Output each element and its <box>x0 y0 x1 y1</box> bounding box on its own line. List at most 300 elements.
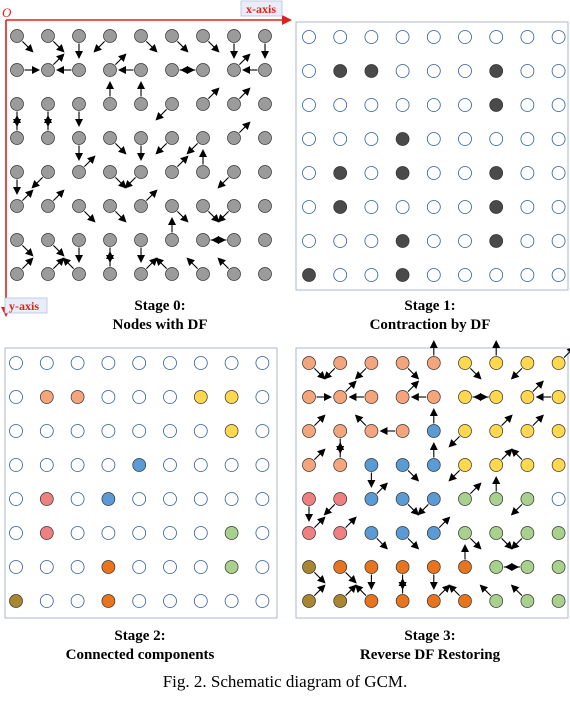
direction-arrow <box>177 41 187 51</box>
graph-node <box>459 235 472 248</box>
graph-node <box>334 527 347 540</box>
graph-node <box>135 200 148 213</box>
graph-node <box>194 595 207 608</box>
graph-node <box>73 268 86 281</box>
direction-arrow <box>219 211 229 221</box>
graph-node <box>490 425 503 438</box>
graph-node <box>256 459 269 472</box>
direction-arrow <box>450 436 460 446</box>
graph-node <box>194 561 207 574</box>
graph-node <box>365 527 378 540</box>
graph-node <box>521 31 534 44</box>
direction-arrow <box>408 368 418 378</box>
direction-arrow <box>219 259 229 269</box>
graph-node <box>552 65 565 78</box>
graph-node <box>166 234 179 247</box>
graph-node <box>194 527 207 540</box>
graph-node <box>365 493 378 506</box>
graph-node <box>427 31 440 44</box>
graph-node <box>365 31 378 44</box>
direction-arrow <box>219 177 229 187</box>
direction-arrow <box>377 484 387 494</box>
direction-arrow <box>314 450 324 460</box>
graph-node <box>521 527 534 540</box>
graph-node <box>303 391 316 404</box>
graph-node <box>164 561 177 574</box>
direction-arrow <box>512 504 522 514</box>
graph-node <box>197 98 210 111</box>
direction-arrow <box>146 259 156 269</box>
graph-node <box>396 527 409 540</box>
graph-node <box>459 459 472 472</box>
graph-node <box>334 201 347 214</box>
graph-node <box>396 235 409 248</box>
direction-arrow <box>53 191 63 201</box>
direction-arrow <box>346 518 356 528</box>
stage1-caption <box>310 297 550 335</box>
graph-node <box>10 391 23 404</box>
direction-arrow <box>564 348 570 358</box>
figure-caption: Fig. 2. Schematic diagram of GCM. <box>162 672 408 691</box>
direction-arrow <box>439 518 449 528</box>
graph-node <box>303 235 316 248</box>
graph-node <box>102 527 115 540</box>
graph-node <box>552 235 565 248</box>
graph-node <box>71 357 84 370</box>
graph-node <box>256 425 269 438</box>
direction-arrow <box>502 450 512 460</box>
graph-node <box>104 166 117 179</box>
graph-node <box>427 561 440 574</box>
graph-node <box>303 459 316 472</box>
graph-node <box>490 357 503 370</box>
graph-node <box>334 425 347 438</box>
graph-node <box>552 561 565 574</box>
graph-node <box>259 30 272 43</box>
graph-node <box>427 493 440 506</box>
graph-node <box>40 595 53 608</box>
graph-node <box>166 98 179 111</box>
graph-node <box>303 31 316 44</box>
graph-node <box>225 493 238 506</box>
graph-node <box>427 391 440 404</box>
stage0-caption <box>40 297 280 335</box>
graph-node <box>365 595 378 608</box>
graph-node <box>459 167 472 180</box>
graph-node <box>303 357 316 370</box>
graph-node <box>396 201 409 214</box>
graph-node <box>42 64 55 77</box>
graph-node <box>225 527 238 540</box>
graph-node <box>490 133 503 146</box>
graph-node <box>427 65 440 78</box>
graph-node <box>334 31 347 44</box>
graph-node <box>71 493 84 506</box>
graph-node <box>334 357 347 370</box>
stage2-caption-title: Stage 2: <box>114 628 166 644</box>
direction-arrow <box>512 368 522 378</box>
graph-node <box>225 459 238 472</box>
stage0-caption-title: Stage 0: <box>134 298 186 314</box>
graph-node <box>164 391 177 404</box>
direction-arrow <box>408 382 418 392</box>
graph-node <box>73 64 86 77</box>
graph-node <box>490 391 503 404</box>
direction-arrow <box>325 368 335 378</box>
graph-node <box>396 391 409 404</box>
graph-node <box>365 65 378 78</box>
graph-node <box>11 98 24 111</box>
direction-arrow <box>33 177 43 187</box>
graph-node <box>104 64 117 77</box>
graph-node <box>102 459 115 472</box>
graph-node <box>10 357 23 370</box>
graph-node <box>228 234 241 247</box>
stage1-frame <box>296 22 568 290</box>
graph-node <box>303 595 316 608</box>
direction-arrow <box>314 368 324 378</box>
graph-node <box>552 167 565 180</box>
graph-node <box>303 99 316 112</box>
stage0-frame <box>6 20 278 290</box>
graph-node <box>197 268 210 281</box>
y-axis-label: y-axis <box>9 299 39 313</box>
graph-node <box>133 527 146 540</box>
graph-node <box>104 30 117 43</box>
graph-node <box>73 98 86 111</box>
graph-node <box>259 166 272 179</box>
graph-node <box>225 425 238 438</box>
graph-node <box>303 269 316 282</box>
graph-node <box>256 527 269 540</box>
graph-node <box>396 99 409 112</box>
graph-node <box>71 595 84 608</box>
graph-node <box>73 166 86 179</box>
graph-node <box>104 132 117 145</box>
graph-node <box>427 357 440 370</box>
graph-node <box>256 391 269 404</box>
graph-node <box>552 31 565 44</box>
stage3-caption-subtitle: Reverse DF Restoring <box>359 647 501 663</box>
graph-node <box>256 595 269 608</box>
graph-node <box>104 234 117 247</box>
graph-node <box>303 167 316 180</box>
graph-node <box>334 561 347 574</box>
graph-node <box>225 357 238 370</box>
graph-node <box>228 98 241 111</box>
direction-arrow <box>533 416 543 426</box>
direction-arrow <box>512 450 522 460</box>
graph-node <box>164 357 177 370</box>
direction-arrow <box>115 177 125 187</box>
graph-node <box>427 425 440 438</box>
graph-node <box>164 493 177 506</box>
stage2-panel <box>5 348 277 618</box>
graph-node <box>133 561 146 574</box>
graph-node <box>459 527 472 540</box>
graph-node <box>259 200 272 213</box>
stage3-frame <box>296 348 568 618</box>
direction-arrow <box>84 211 94 221</box>
graph-node <box>135 98 148 111</box>
direction-arrow <box>53 41 63 51</box>
graph-node <box>303 493 316 506</box>
graph-node <box>521 595 534 608</box>
graph-node <box>365 357 378 370</box>
direction-arrow <box>408 470 418 480</box>
graph-node <box>459 391 472 404</box>
graph-node <box>365 269 378 282</box>
graph-node <box>166 30 179 43</box>
graph-node <box>490 31 503 44</box>
direction-arrow <box>115 211 125 221</box>
direction-arrow <box>356 586 366 596</box>
graph-node <box>10 425 23 438</box>
graph-node <box>197 132 210 145</box>
direction-arrow <box>22 41 32 51</box>
graph-node <box>166 64 179 77</box>
graph-node <box>71 391 84 404</box>
graph-node <box>197 30 210 43</box>
graph-node <box>256 561 269 574</box>
direction-arrow <box>239 55 249 65</box>
direction-arrow <box>126 177 136 187</box>
graph-node <box>521 357 534 370</box>
direction-arrow <box>439 586 449 596</box>
graph-node <box>552 269 565 282</box>
graph-node <box>42 200 55 213</box>
direction-arrow <box>157 259 167 269</box>
direction-arrow <box>146 191 156 201</box>
direction-arrow <box>157 143 167 153</box>
graph-node <box>490 595 503 608</box>
graph-node <box>164 595 177 608</box>
graph-node <box>164 425 177 438</box>
direction-arrow <box>450 470 460 480</box>
direction-arrow <box>356 368 366 378</box>
graph-node <box>521 459 534 472</box>
direction-arrow <box>64 259 74 269</box>
direction-arrow <box>481 586 491 596</box>
graph-node <box>552 99 565 112</box>
graph-node <box>459 425 472 438</box>
graph-node <box>10 527 23 540</box>
graph-node <box>396 459 409 472</box>
graph-node <box>396 595 409 608</box>
direction-arrow <box>53 259 63 269</box>
direction-arrow <box>157 109 167 119</box>
graph-node <box>225 595 238 608</box>
graph-node <box>334 595 347 608</box>
graph-node <box>73 200 86 213</box>
graph-node <box>459 561 472 574</box>
graph-node <box>10 595 23 608</box>
graph-node <box>71 561 84 574</box>
graph-node <box>303 133 316 146</box>
graph-node <box>133 357 146 370</box>
graph-node <box>259 268 272 281</box>
direction-arrow <box>377 538 387 548</box>
graph-node <box>303 425 316 438</box>
graph-node <box>135 234 148 247</box>
graph-node <box>521 269 534 282</box>
direction-arrow <box>208 89 218 99</box>
direction-arrow <box>470 484 480 494</box>
origin-label: O <box>2 5 12 20</box>
graph-node <box>40 527 53 540</box>
direction-arrow <box>502 538 512 548</box>
direction-arrow <box>22 191 32 201</box>
graph-node <box>225 561 238 574</box>
x-axis-label: x-axis <box>246 2 276 16</box>
graph-node <box>521 561 534 574</box>
graph-node <box>365 561 378 574</box>
graph-node <box>102 493 115 506</box>
graph-node <box>427 595 440 608</box>
direction-arrow <box>314 416 324 426</box>
direction-arrow <box>346 382 356 392</box>
graph-node <box>490 235 503 248</box>
graph-node <box>334 391 347 404</box>
graph-node <box>194 391 207 404</box>
direction-arrow <box>177 211 187 221</box>
graph-node <box>197 64 210 77</box>
graph-node <box>40 357 53 370</box>
graph-node <box>396 493 409 506</box>
graph-node <box>459 269 472 282</box>
graph-node <box>135 30 148 43</box>
graph-node <box>552 595 565 608</box>
graph-node <box>197 234 210 247</box>
graph-node <box>11 132 24 145</box>
graph-node <box>427 201 440 214</box>
graph-node <box>194 357 207 370</box>
graph-node <box>490 201 503 214</box>
direction-arrow <box>177 157 187 167</box>
graph-node <box>334 133 347 146</box>
graph-node <box>365 391 378 404</box>
stage1-caption-subtitle: Contraction by DF <box>369 317 491 333</box>
graph-node <box>11 64 24 77</box>
graph-node <box>334 167 347 180</box>
graph-node <box>427 527 440 540</box>
graph-node <box>521 99 534 112</box>
graph-node <box>427 269 440 282</box>
graph-node <box>552 201 565 214</box>
graph-node <box>303 561 316 574</box>
direction-arrow <box>239 123 249 133</box>
direction-arrow <box>470 368 480 378</box>
graph-node <box>133 425 146 438</box>
graph-node <box>104 200 117 213</box>
graph-node <box>166 268 179 281</box>
stage3-panel <box>296 342 570 618</box>
direction-arrow <box>208 211 218 221</box>
graph-node <box>228 64 241 77</box>
graph-node <box>396 425 409 438</box>
direction-arrow <box>533 382 543 392</box>
graph-node <box>427 459 440 472</box>
direction-arrow <box>470 538 480 548</box>
graph-node <box>427 235 440 248</box>
graph-node <box>104 98 117 111</box>
graph-node <box>334 269 347 282</box>
graph-node <box>73 132 86 145</box>
direction-arrow <box>115 55 125 65</box>
graph-node <box>365 201 378 214</box>
graph-node <box>490 269 503 282</box>
stage2-caption-subtitle: Connected components <box>65 647 215 663</box>
graph-node <box>459 493 472 506</box>
graph-node <box>552 425 565 438</box>
direction-arrow <box>188 143 198 153</box>
direction-arrow <box>22 245 32 255</box>
stage2-frame <box>5 348 277 618</box>
graph-node <box>259 98 272 111</box>
graph-node <box>521 391 534 404</box>
direction-arrow <box>115 143 125 153</box>
direction-arrow <box>346 572 356 582</box>
direction-arrow <box>146 41 156 51</box>
graph-node <box>303 201 316 214</box>
graph-node <box>71 425 84 438</box>
graph-node <box>11 166 24 179</box>
graph-node <box>459 357 472 370</box>
graph-node <box>135 132 148 145</box>
graph-node <box>11 234 24 247</box>
graph-node <box>11 268 24 281</box>
graph-node <box>334 459 347 472</box>
graph-node <box>10 459 23 472</box>
graph-node <box>194 493 207 506</box>
graph-node <box>164 459 177 472</box>
graph-node <box>459 99 472 112</box>
graph-node <box>334 235 347 248</box>
graph-node <box>490 167 503 180</box>
graph-node <box>365 99 378 112</box>
graph-node <box>396 133 409 146</box>
direction-arrow <box>356 416 366 426</box>
direction-arrow <box>502 416 512 426</box>
graph-node <box>521 493 534 506</box>
graph-node <box>133 595 146 608</box>
graph-node <box>303 527 316 540</box>
graph-node <box>490 65 503 78</box>
graph-node <box>334 65 347 78</box>
graph-node <box>552 391 565 404</box>
graph-node <box>133 493 146 506</box>
direction-arrow <box>84 157 94 167</box>
graph-node <box>303 65 316 78</box>
graph-node <box>102 561 115 574</box>
graph-node <box>228 200 241 213</box>
graph-node <box>256 357 269 370</box>
direction-arrow <box>419 504 429 514</box>
graph-node <box>197 166 210 179</box>
graph-node <box>42 132 55 145</box>
direction-arrow <box>53 245 63 255</box>
graph-node <box>490 561 503 574</box>
graph-node <box>490 99 503 112</box>
graph-node <box>521 425 534 438</box>
graph-node <box>73 234 86 247</box>
graph-node <box>166 200 179 213</box>
graph-node <box>71 527 84 540</box>
graph-node <box>396 65 409 78</box>
graph-node <box>334 493 347 506</box>
graph-node <box>259 234 272 247</box>
graph-node <box>521 133 534 146</box>
